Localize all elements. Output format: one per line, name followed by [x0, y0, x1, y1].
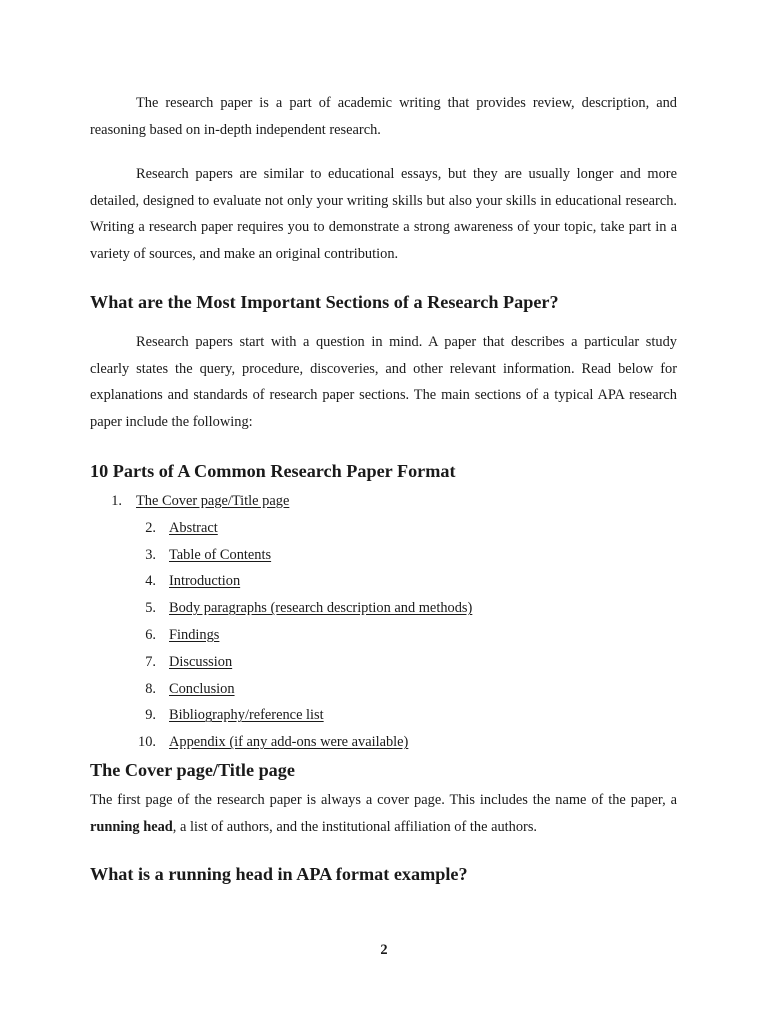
list-item-number: 3. — [145, 546, 156, 563]
list-item-number: 7. — [145, 653, 156, 670]
parts-heading: 10 Parts of A Common Research Paper Format — [90, 461, 456, 481]
sections-heading: What are the Most Important Sections of a Research Paper? — [90, 292, 559, 312]
list-item — [0, 622, 768, 649]
cover-page-heading: The Cover page/Title page — [90, 760, 295, 780]
parts-list — [0, 488, 768, 756]
list-item-number: 2. — [145, 519, 156, 536]
link-bibliography[interactable]: Bibliography/reference list — [169, 707, 324, 724]
list-item — [0, 568, 768, 595]
list-item-number: 9. — [145, 707, 156, 724]
running-head-term: running head — [90, 818, 173, 835]
essays-comparison-paragraph: Research papers are similar to educational essays, but they are usually longer and more detailed, designed to evaluate not only your writing skills but also your skills in educational research. Writing a research paper requires you to demonstrate a strong awareness of your topic, take part in a variety of sources, and make an original contribution. — [90, 166, 677, 262]
list-item — [0, 676, 768, 703]
list-item-number: 8. — [145, 680, 156, 697]
list-item — [0, 649, 768, 676]
link-conclusion[interactable]: Conclusion — [169, 680, 235, 697]
link-table-of-contents[interactable]: Table of Contents — [169, 546, 272, 563]
link-abstract[interactable]: Abstract — [169, 519, 218, 536]
sections-intro-paragraph: Research papers start with a question in mind. A paper that describes a particular study clearly states the query, procedure, discoveries, and other relevant information. Read below for explanations and standards of research paper sections. The main sections of a typical APA research paper include the following: — [90, 334, 677, 430]
list-item-number: 1. — [111, 493, 122, 509]
cover-text-end: , a list of authors, and the institutional affiliation of the authors. — [172, 818, 538, 835]
link-cover-page[interactable]: The Cover page/Title page — [136, 493, 290, 509]
intro-paragraph: The research paper is a part of academic writing that provides review, description, and reasoning based on in-depth independent research. — [90, 95, 677, 138]
list-item-number: 6. — [145, 626, 156, 643]
page-number: 2 — [380, 942, 388, 958]
list-item — [0, 515, 768, 542]
cover-page-paragraph — [90, 787, 677, 840]
list-item-number: 4. — [145, 573, 156, 590]
link-discussion[interactable]: Discussion — [169, 653, 233, 670]
link-appendix[interactable]: Appendix (if any add-ons were available) — [169, 734, 409, 751]
list-item — [0, 542, 768, 569]
link-findings[interactable]: Findings — [169, 626, 220, 643]
list-item — [0, 488, 768, 515]
list-item-number: 5. — [145, 600, 156, 617]
list-item — [0, 702, 768, 729]
link-introduction[interactable]: Introduction — [169, 573, 241, 590]
list-item — [0, 595, 768, 622]
cover-text-start: The first page of the research paper is always a cover page. This includes the name of the paper, a — [90, 792, 677, 808]
running-head-heading: What is a running head in APA format example? — [90, 864, 468, 884]
list-item-number: 10. — [138, 734, 156, 751]
list-item — [0, 729, 768, 756]
link-body-paragraphs[interactable]: Body paragraphs (research description and methods) — [169, 600, 473, 617]
